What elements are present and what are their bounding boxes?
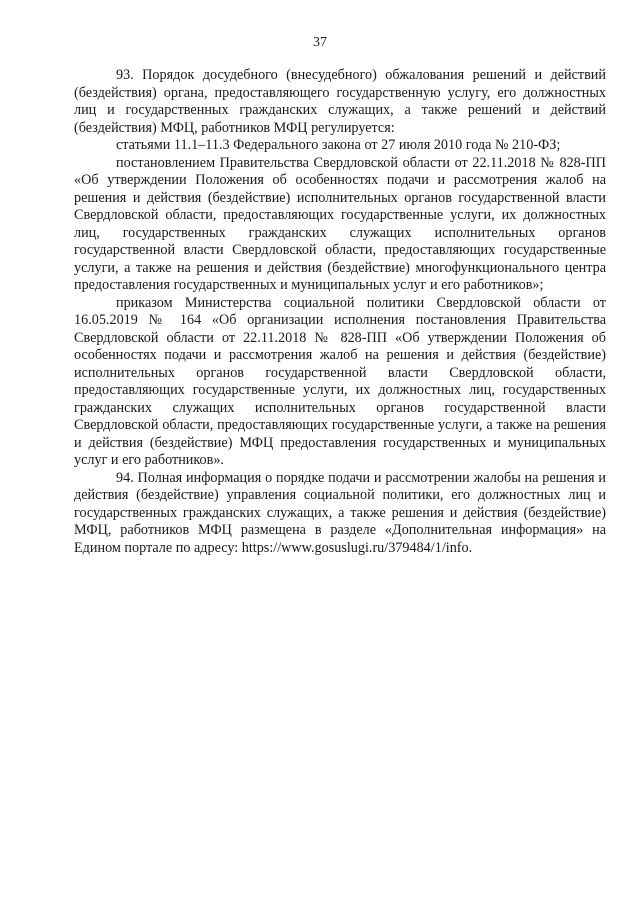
paragraph-government-resolution: постановлением Правительства Свердловской области от 22.11.2018 № 828-ПП «Об утверждении Положения об особенностях подачи и рассмотрения жалоб на решения и действия (бездействие) исполнительных органов государственной власти Свердловской области, предоставляющих государственные услуги, их должностных лиц, государственных гражданских служащих исполнительных органов государственной власти Свердловской области, предоставляющих государственные услуги, а также на решения и действия (бездействие) многофункционального центра предоставления государственных и муниципальных услуг и его работников»; bbox=[74, 154, 606, 293]
paragraph-94 bbox=[74, 470, 606, 558]
document-body bbox=[74, 67, 606, 557]
portal-url-link[interactable]: https://www.gosuslugi.ru/379484/1/info. bbox=[241, 539, 473, 556]
paragraph-federal-law: статьями 11.1–11.3 Федерального закона от 27 июля 2010 года № 210-ФЗ; bbox=[116, 137, 561, 153]
paragraph-ministry-order: приказом Министерства социальной политики Свердловской области от 16.05.2019 № 164 «Об организации исполнения постановления Правительства Свердловской области от 22.11.2018 № 828-ПП «Об утверждении Положения об особенностях подачи и рассмотрения жалоб на решения и действия (бездействие) исполнительных органов государственной власти Свердловской области, предоставляющих государственные услуги, их должностных лиц, государственных гражданских служащих исполнительных органов государственной власти Свердловской области, предоставляющих государственные услуги, а также на решения и действия (бездействие) МФЦ предоставления государственных и муниципальных услуг и его работников». bbox=[74, 294, 606, 468]
paragraph-93-intro: 93. Порядок досудебного (внесудебного) обжалования решений и действий (бездействия) органа, предоставляющего государственную услугу, его должностных лиц и государственных гражданских служащих, а также решений и действий (бездействия) МФЦ, работников МФЦ регулируется: bbox=[74, 67, 606, 136]
paragraph-94-text: 94. Полная информация о порядке подачи и рассмотрении жалобы на решения и действия (бездействие) управления социальной политики, его должностных лиц и государственных гражданских служащих, а также решения и действия (бездействие) МФЦ, работников МФЦ размещена в разделе «Дополнительная информация» на Едином портале по адресу: bbox=[74, 469, 606, 556]
page-number: 37 bbox=[313, 35, 327, 50]
